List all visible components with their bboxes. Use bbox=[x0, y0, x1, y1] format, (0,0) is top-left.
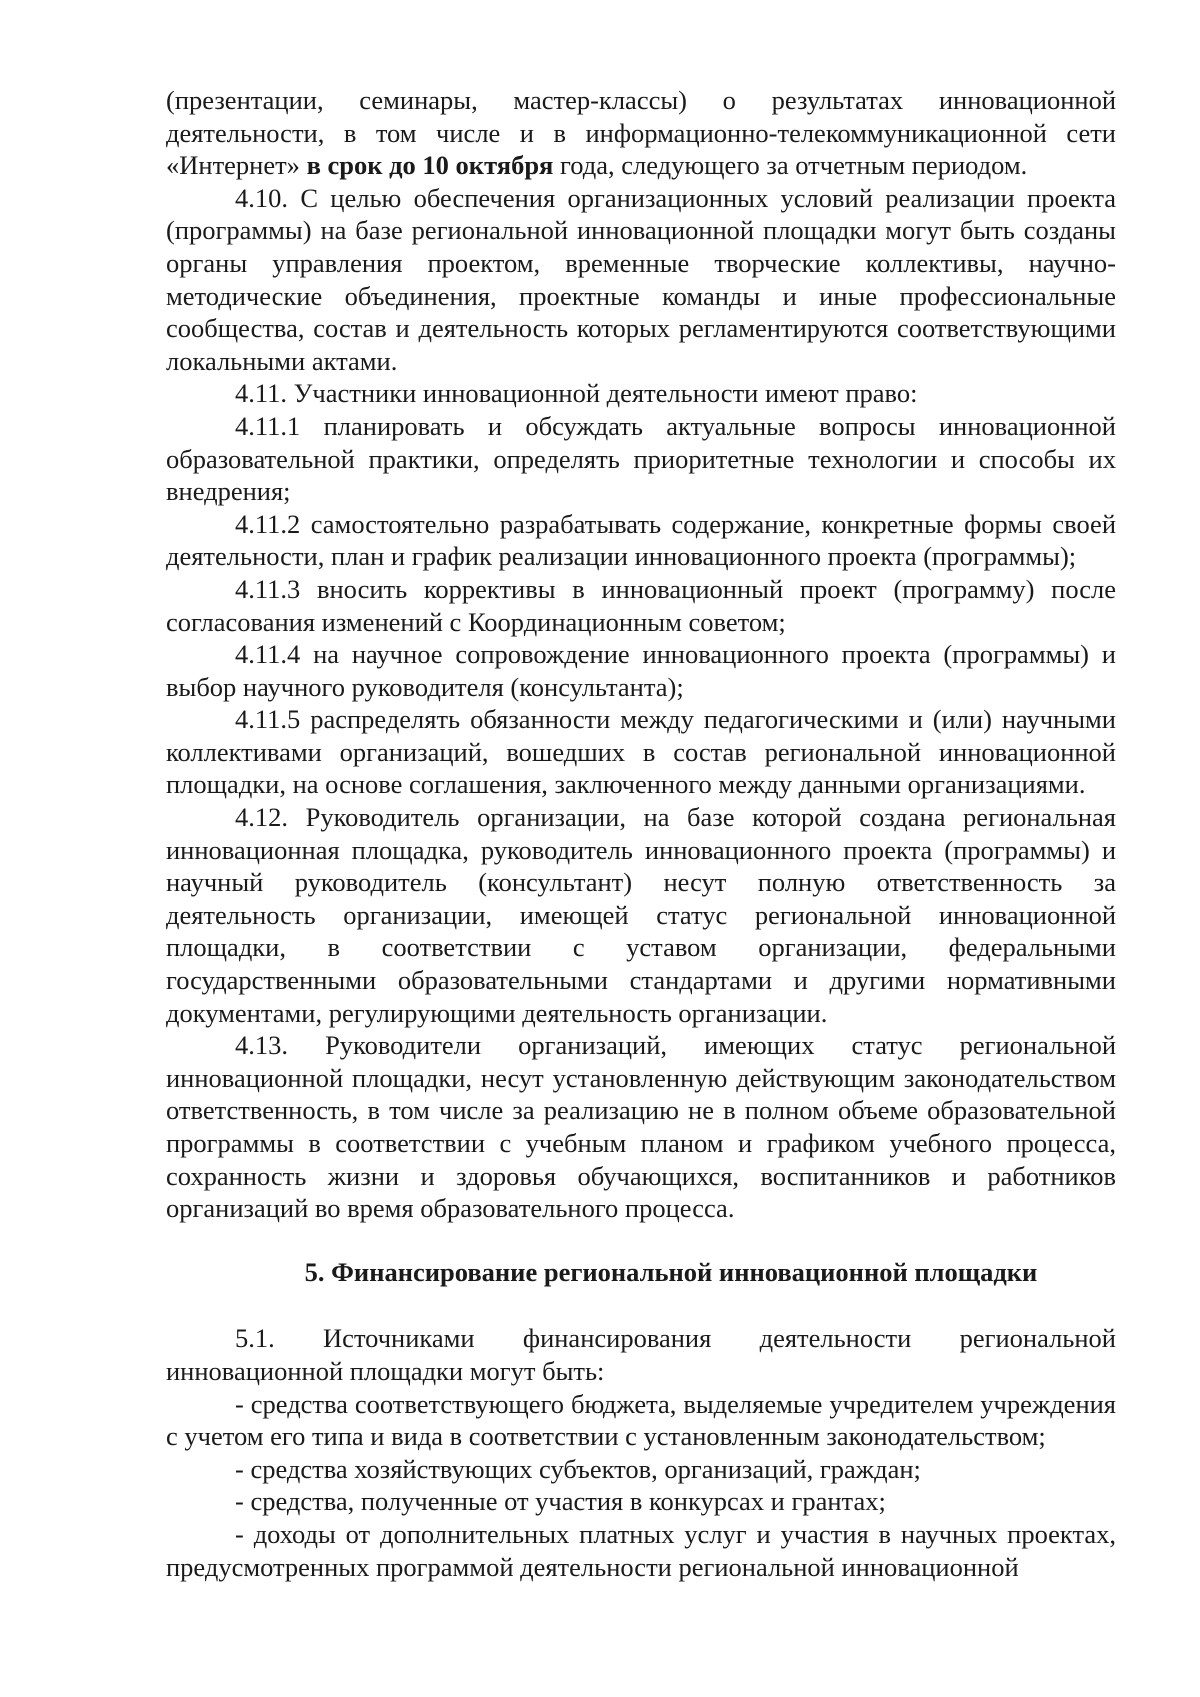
paragraph-4-11-2: 4.11.2 самостоятельно разрабатывать содержание, конкретные формы своей деятельности, план и график реализации инновационного проекта (программы); bbox=[166, 508, 1116, 572]
paragraph-4-11-3: 4.11.3 вносить коррективы в инновационный проект (программу) после согласования изменений с Координационным советом; bbox=[166, 573, 1116, 637]
paragraph-4-11: 4.11. Участники инновационной деятельности имеют право: bbox=[235, 378, 918, 409]
list-item-paid-services-income: - доходы от дополнительных платных услуг и участия в научных проектах, предусмотренных программой деятельности региональной инновационной bbox=[166, 1518, 1116, 1582]
section-heading: 5. Финансирование региональной инновационной площадки bbox=[304, 1256, 1038, 1287]
paragraph-4-11-1: 4.11.1 планировать и обсуждать актуальные вопросы инновационной образовательной практики, определять приоритетные технологии и способы их внедрения; bbox=[166, 410, 1116, 507]
paragraph-5-1: 5.1. Источниками финансирования деятельности региональной инновационной площадки могут быть: bbox=[166, 1323, 1116, 1386]
paragraph-report-deadline: (презентации, семинары, мастер-классы) о результатах инновационной деятельности, в том числе и в информационно-телекоммуникационной сети «Интернет» в срок до 10 октября года, следующего за отчетным периодом. bbox=[166, 85, 1116, 181]
paragraph-4-11-4: 4.11.4 на научное сопровождение инновационного проекта (программы) и выбор научного руководителя (консультанта); bbox=[166, 639, 1116, 702]
paragraph-4-11-5: 4.11.5 распределять обязанности между педагогическими и (или) научными коллективами организаций, вошедших в состав региональной инновационной площадки, на основе соглашения, заключенного между данными организациями. bbox=[166, 704, 1116, 800]
list-item-business-funds: - средства хозяйствующих субъектов, организаций, граждан; bbox=[235, 1453, 921, 1484]
list-item-budget-funds: - средства соответствующего бюджета, выделяемые учредителем учреждения с учетом его типа и вида в соответствии с установленным законодательством; bbox=[166, 1388, 1116, 1452]
paragraph-4-10: 4.10. С целью обеспечения организационных условий реализации проекта (программы) на базе региональной инновационной площадки могут быть созданы органы управления проектом, временные творческие коллективы, научно-методические объединения, проектные команды и иные профессиональные сообщества, состав и деятельность которых регламентируются соответствующими локальными актами. bbox=[166, 182, 1116, 376]
paragraph-4-13: 4.13. Руководители организаций, имеющих статус региональной инновационной площадки, несут установленную действующим законодательством ответственность, в том числе за реализацию не в полном объеме образовательной программы в соответствии с учебным планом и графиком учебного процесса, сохранность жизни и здоровья обучающихся, воспитанников и работников организаций во время образовательного процесса. bbox=[166, 1030, 1116, 1224]
deadline-bold-text: в срок до 10 октября bbox=[306, 150, 554, 181]
paragraph-4-12: 4.12. Руководитель организации, на базе которой создана региональная инновационная площадка, руководитель инновационного проекта (программы) и научный руководитель (консультант) несут полную ответственность за деятельность организации, имеющей статус региональной инновационной площадки, в соответствии с уставом организации, федеральными государственными образовательными стандартами и другими нормативными документами, регулирующими деятельность организации. bbox=[166, 802, 1116, 1028]
document-page bbox=[166, 84, 1116, 1583]
list-item-grant-funds: - средства, полученные от участия в конкурсах и грантах; bbox=[235, 1486, 886, 1517]
